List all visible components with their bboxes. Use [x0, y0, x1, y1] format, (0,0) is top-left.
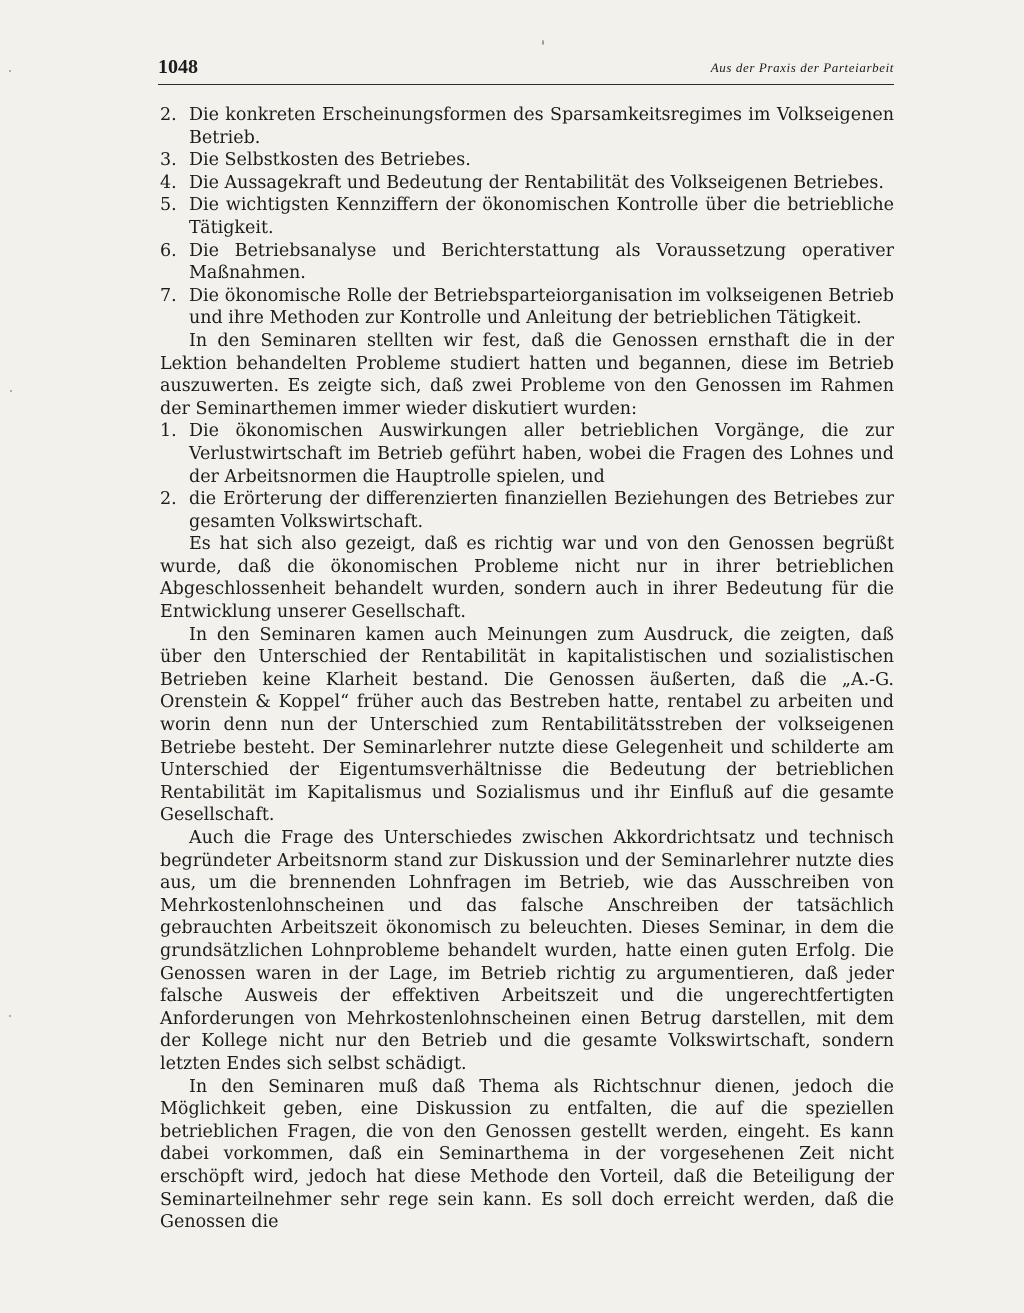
list-item: [160, 104, 894, 149]
list-item: [160, 172, 894, 195]
topic-list: [160, 104, 894, 330]
list-number: 3.: [160, 150, 177, 171]
list-item: [160, 285, 894, 330]
scan-speck: [10, 390, 12, 392]
list-text: Die Betriebsanalyse und Berichterstattung als Voraussetzung operativer Maßnahmen.: [189, 240, 894, 284]
article-body: [160, 104, 894, 1234]
paragraph: Auch die Frage des Unterschiedes zwischen Akkordrichtsatz und technisch begründeter Arbeitsnorm stand zur Diskussion und der Seminarlehrer nutzte dies aus, um die brennenden Lohnfragen im Betrieb, wie das Ausschreiben von Mehrkostenlohnscheinen und das falsche Anschreiben der tatsächlich gebrauchten Arbeitszeit ökonomisch zu beleuchten. Dieses Seminar, in dem die grundsätzlichen Lohnprobleme behandelt wurden, hatte einen guten Erfolg. Die Genossen waren in der Lage, im Betrieb richtig zu argumentieren, daß jeder falsche Ausweis der effektiven Arbeitszeit und die ungerechtfertigten Anforderungen von Mehrkostenlohnscheinen einen Betrug darstellen, mit dem der Kollege nicht nur den Betrieb und die gesamte Volkswirtschaft, sondern letzten Endes sich selbst schädigt.: [160, 828, 894, 1074]
list-number: 2.: [160, 489, 177, 510]
list-number: 4.: [160, 172, 177, 193]
paragraph: In den Seminaren stellten wir fest, daß die Genossen ernsthaft die in der Lektion behandelten Probleme studiert hatten und begannen, diese im Betrieb auszuwerten. Es zeigte sich, daß zwei Probleme von den Genossen im Rahmen der Seminarthemen immer wieder diskutiert wurden:: [160, 330, 894, 419]
list-text: Die wichtigsten Kennziffern der ökonomischen Kontrolle über die betriebliche Tätigkeit.: [189, 195, 894, 238]
list-text: die Erörterung der differenzierten finanziellen Beziehungen des Betriebes zur gesamten Volkswirtschaft.: [189, 489, 894, 532]
running-title: Aus der Praxis der Parteiarbeit: [710, 60, 894, 75]
discussion-list: [160, 420, 894, 533]
list-text: Die Selbstkosten des Betriebes.: [189, 150, 471, 171]
scan-speck: [542, 40, 544, 45]
list-text: Die ökonomischen Auswirkungen aller betrieblichen Vorgänge, die zur Verlustwirtschaft im Betrieb geführt haben, wobei die Fragen des Lohnes und der Arbeitsnormen die Hauptrolle spielen, und: [189, 421, 894, 487]
list-number: 5.: [160, 195, 177, 216]
page-header: [158, 54, 894, 85]
paragraph: In den Seminaren kamen auch Meinungen zum Ausdruck, die zeigten, daß über den Unterschied der Rentabilität in kapitalistischen und sozialistischen Betrieben keine Klarheit bestand. Die Genossen äußerten, daß die „A.-G. Orenstein & Koppel“ früher auch das Bestreben hatte, rentabel zu arbeiten und worin denn nun der Unterschied zum Rentabilitätsstreben der volkseigenen Betriebe besteht. Der Seminarlehrer nutzte diese Gelegenheit und schilderte am Unterschied der Eigentumsverhältnisse die Bedeutung der betrieblichen Rentabilität im Kapitalismus und Sozialismus und ihr Einfluß auf die gesamte Gesellschaft.: [160, 624, 894, 826]
list-number: 2.: [160, 105, 177, 125]
paragraph: Es hat sich also gezeigt, daß es richtig war und von den Genossen begrüßt wurde, daß die ökonomischen Probleme nicht nur in ihrer betrieblichen Abgeschlossenheit behandelt wurden, sondern auch in ihrer Bedeutung für die Entwicklung unserer Gesellschaft.: [160, 534, 894, 623]
list-item: [160, 149, 894, 172]
paragraph: In den Seminaren muß daß Thema als Richtschnur dienen, jedoch die Möglichkeit geben, eine Diskussion zu entfalten, die auf die speziellen betrieblichen Fragen, die von den Genossen gestellt werden, eingeht. Es kann dabei vorkommen, daß ein Seminarthema in der vorgesehenen Zeit nicht erschöpft wird, jedoch hat diese Methode den Vorteil, daß die Beteiligung der Seminarteilnehmer sehr rege sein kann. Es soll doch erreicht werden, daß die Genossen die: [160, 1076, 894, 1233]
scan-speck: [9, 70, 11, 72]
page-number: 1048: [158, 56, 198, 78]
list-item: [160, 194, 894, 239]
list-number: 7.: [160, 285, 177, 306]
list-text: Die ökonomische Rolle der Betriebsparteiorganisation im volkseigenen Betrieb und ihre Methoden zur Kontrolle und Anleitung der betrieblichen Tätigkeit.: [189, 285, 894, 329]
list-number: 1.: [160, 421, 177, 442]
list-text: Die konkreten Erscheinungsformen des Sparsamkeitsregimes im Volkseigenen Betrieb.: [189, 105, 894, 148]
list-item: [160, 488, 894, 533]
list-item: [160, 420, 894, 488]
list-number: 6.: [160, 240, 177, 261]
scan-speck: [9, 1015, 11, 1017]
list-text: Die Aussagekraft und Bedeutung der Rentabilität des Volkseigenen Betriebes.: [189, 172, 884, 193]
list-item: [160, 240, 894, 285]
